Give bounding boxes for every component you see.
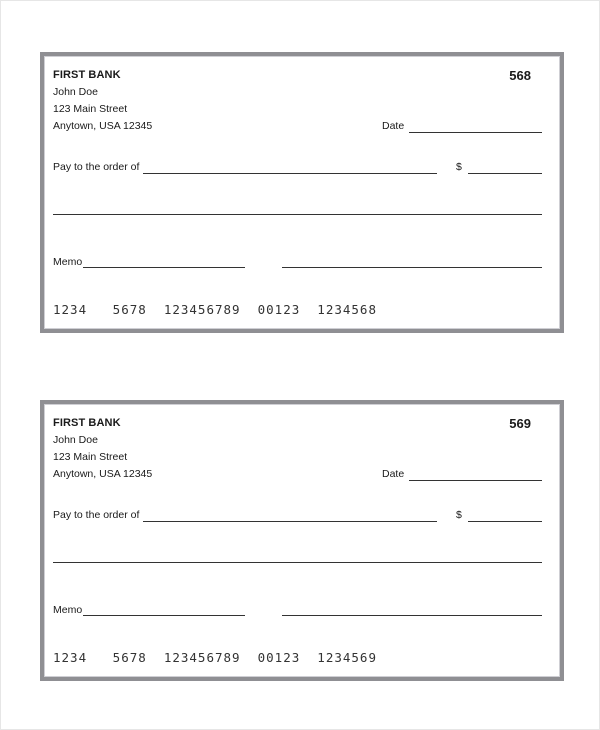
dollar-sign: $ [456, 509, 462, 521]
amount-words-line[interactable] [53, 214, 542, 215]
pay-to-label: Pay to the order of [53, 509, 140, 521]
memo-label: Memo [53, 256, 83, 268]
memo-line[interactable] [83, 267, 245, 268]
date-line[interactable] [409, 132, 542, 133]
account-holder: John Doe [53, 434, 98, 446]
city-state-zip: Anytown, USA 12345 [53, 468, 153, 480]
bank-name: FIRST BANK [53, 417, 121, 429]
check-568 [40, 52, 564, 333]
signature-line[interactable] [282, 615, 542, 616]
memo-line[interactable] [83, 615, 245, 616]
pay-to-label: Pay to the order of [53, 161, 140, 173]
street-address: 123 Main Street [53, 451, 128, 463]
check-number: 568 [509, 68, 531, 83]
bank-name: FIRST BANK [53, 69, 121, 81]
check-body [44, 56, 560, 329]
account-holder: John Doe [53, 86, 98, 98]
amount-line[interactable] [468, 521, 542, 522]
date-label: Date [382, 120, 405, 132]
signature-line[interactable] [282, 267, 542, 268]
check-number: 569 [509, 416, 531, 431]
dollar-sign: $ [456, 161, 462, 173]
city-state-zip: Anytown, USA 12345 [53, 120, 153, 132]
check-body [44, 404, 560, 677]
check-569 [40, 400, 564, 681]
amount-words-line[interactable] [53, 562, 542, 563]
date-line[interactable] [409, 480, 542, 481]
street-address: 123 Main Street [53, 103, 128, 115]
amount-line[interactable] [468, 173, 542, 174]
memo-label: Memo [53, 604, 83, 616]
micr-line: 1234 5678 123456789 00123 1234569 [53, 650, 377, 665]
payee-line[interactable] [143, 173, 437, 174]
date-label: Date [382, 468, 405, 480]
micr-line: 1234 5678 123456789 00123 1234568 [53, 302, 377, 317]
payee-line[interactable] [143, 521, 437, 522]
